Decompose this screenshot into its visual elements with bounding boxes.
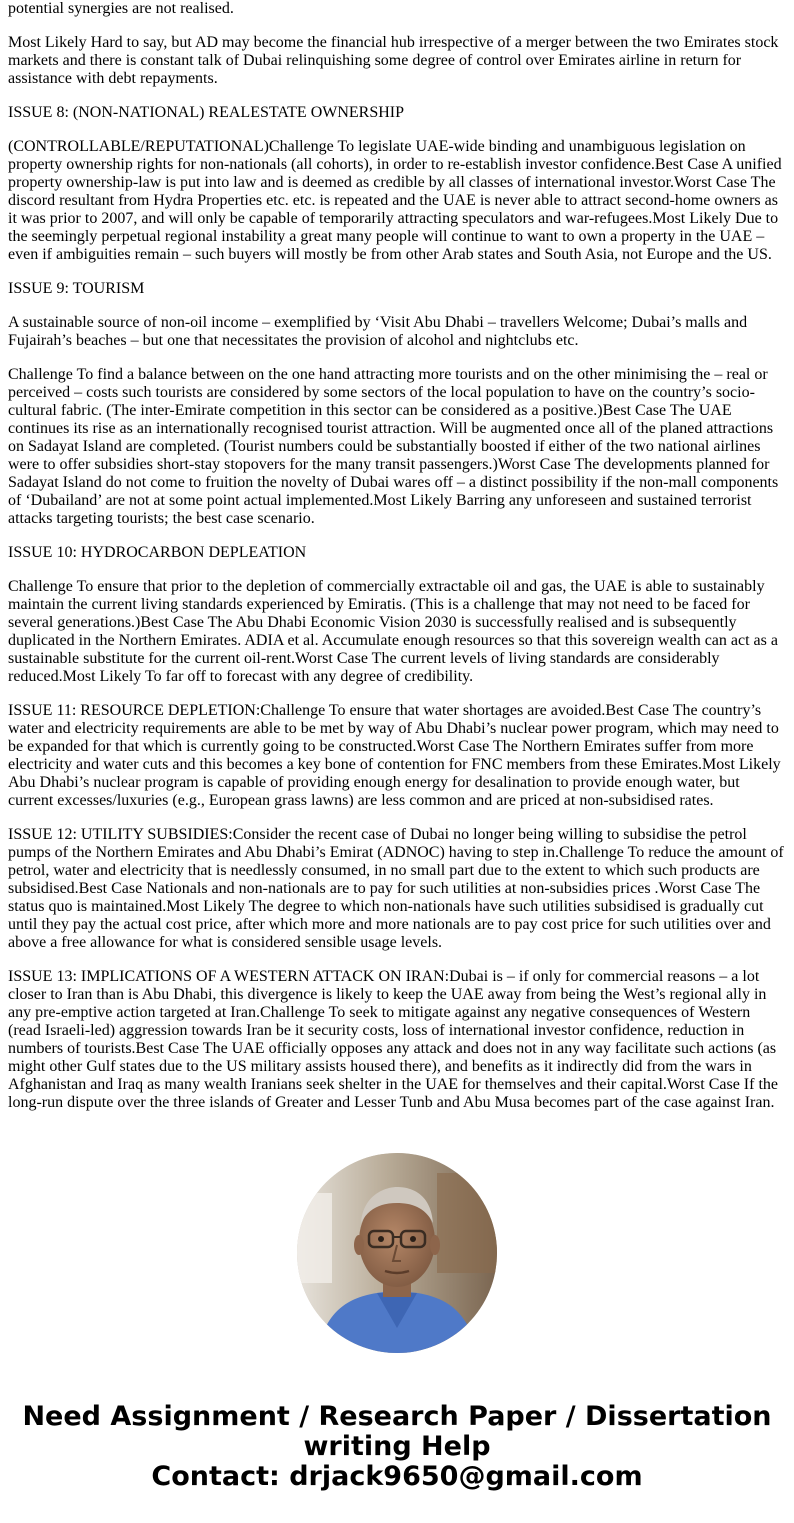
heading-issue-8: ISSUE 8: (NON-NATIONAL) REALESTATE OWNERSHIP (8, 104, 405, 121)
paragraph-most-likely-financial-hub: Most Likely Hard to say, but AD may become the financial hub irrespective of a merger between the two Emirates stock markets and there is constant talk of Dubai relinquishing some degree of control over Emirates airline in return for assistance with debt repayments. (8, 34, 779, 87)
contact-line-assignment: Need Assignment / Research Paper / Dissertation (22, 1401, 772, 1432)
heading-issue-10: ISSUE 10: HYDROCARBON DEPLEATION (8, 544, 307, 561)
paragraph-issue-10-body: Challenge To ensure that prior to the depletion of commercially extractable oil and gas, the UAE is able to sustainably maintain the current living standards experienced by Emiratis. (This is a challenge that may not need to be faced for several generations.)Best Case The Abu Dhabi Economic Vision 2030 is successfully realised and is subsequently duplicated in the Northern Emirates. ADIA et al. Accumulate enough resources so that this sovereign wealth can act as a sustainable substitute for the current oil-rent.Worst Case The current levels of living standards are considerably reduced.Most Likely To far off to forecast with any degree of credibility. (8, 578, 778, 685)
contact-email[interactable]: Contact: drjack9650@gmail.com (151, 1461, 643, 1492)
author-portrait-image (297, 1153, 497, 1353)
contact-line-writing-help: writing Help (303, 1431, 491, 1462)
paragraph-worst-case-duplicity: potential synergies are not realised. (8, 0, 234, 17)
paragraph-issue-9-body: Challenge To find a balance between on the one hand attracting more tourists and on the other minimising the – real or perceived – costs such tourists are considered by some sectors of the local population to have on the country’s socio-cultural fabric. (The inter-Emirate competition in this sector can be considered as a positive.)Best Case The UAE continues its rise as an internationally recognised tourist attraction. Will be augmented once all of the planed attractions on Sadayat Island are completed. (Tourist numbers could be substantially boosted if either of the two national airlines were to offer subsidies short-stay stopovers for the many transit passengers.)Worst Case The developments planned for Sadayat Island do not come to fruition the novelty of Dubai wares off – a distinct possibility if the non-mall components of ‘Dubailand’ are not at some point actual implemented.Most Likely Barring any unforeseen and sustained terrorist attacks targeting tourists; the best case scenario. (8, 366, 779, 527)
essay-body (8, 0, 786, 1122)
paragraph-issue-9-intro: A sustainable source of non-oil income – exemplified by ‘Visit Abu Dhabi – travellers Welcome; Dubai’s malls and Fujairah’s beaches – but one that necessitates the provision of alcohol and nightclubs etc. (8, 314, 748, 349)
author-avatar (297, 1153, 497, 1353)
paragraph-issue-12: ISSUE 12: UTILITY SUBSIDIES:Consider the recent case of Dubai no longer being willing to subsidise the petrol pumps of the Northern Emirates and Abu Dhabi’s Emirat (ADNOC) having to step in.Challenge To reduce the amount of petrol, water and electricity that is needlessly consumed, in no small part due to the extent to which such products are subsidised.Best Case Nationals and non-nationals are to pay for such utilities at non-subsidies prices .Worst Case The status quo is maintained.Most Likely The degree to which non-nationals have such utilities subsidised is gradually cut until they pay the actual cost price, after which more and more nationals are to pay cost price for such utilities over and above a free allowance for what is considered sensible usage levels. (8, 826, 784, 951)
paragraph-issue-13: ISSUE 13: IMPLICATIONS OF A WESTERN ATTACK ON IRAN:Dubai is – if only for commercial reasons – a lot closer to Iran than is Abu Dhabi, this divergence is likely to keep the UAE away from being the West’s regional ally in any pre-emptive action targeted at Iran.Challenge To seek to mitigate against any negative consequences of Western (read Israeli-led) aggression towards Iran be it security costs, loss of international investor confidence, reduction in numbers of tourists.Best Case The UAE officially opposes any attack and does not in any way facilitate such actions (as might other Gulf states due to the US military assists housed there), and benefits as it indirectly did from the wars in Afghanistan and Iraq as many wealth Iranians seek shelter in the UAE for themselves and their capital.Worst Case If the long-run dispute over the three islands of Greater and Lesser Tunb and Abu Musa becomes part of the case against Iran. (8, 968, 779, 1111)
paragraph-issue-11: ISSUE 11: RESOURCE DEPLETION:Challenge To ensure that water shortages are avoided.Best Case The country’s water and electricity requirements are able to be met by way of Abu Dhabi’s nuclear power program, which may need to be expanded for that which is currently going to be constructed.Worst Case The Northern Emirates suffer from more electricity and water cuts and this becomes a key bone of contention for FNC members from these Emirates.Most Likely Abu Dhabi’s nuclear program is capable of providing enough energy for desalination to provide enough water, but current excesses/luxuries (e.g., European grass lawns) are less common and are priced at non-subsidised rates. (8, 702, 781, 809)
heading-issue-9: ISSUE 9: TOURISM (8, 280, 145, 297)
contact-banner (0, 1402, 794, 1492)
paragraph-issue-8-body: (CONTROLLABLE/REPUTATIONAL)Challenge To legislate UAE-wide binding and unambiguous legislation on property ownership rights for non-nationals (all cohorts), in order to re-establish investor confidence.Best Case A unified property ownership-law is put into law and is deemed as credible by all classes of international investor.Worst Case The discord resultant from Hydra Properties etc. etc. is repeated and the UAE is never able to attract second-home owners as it was prior to 2007, and will only be capable of temporarily attracting speculators and war-refugees.Most Likely Due to the seemingly perpetual regional instability a great many people will continue to want to own a property in the UAE – even if ambiguities remain – such buyers will mostly be from other Arab states and South Asia, not Europe and the US. (8, 138, 782, 263)
